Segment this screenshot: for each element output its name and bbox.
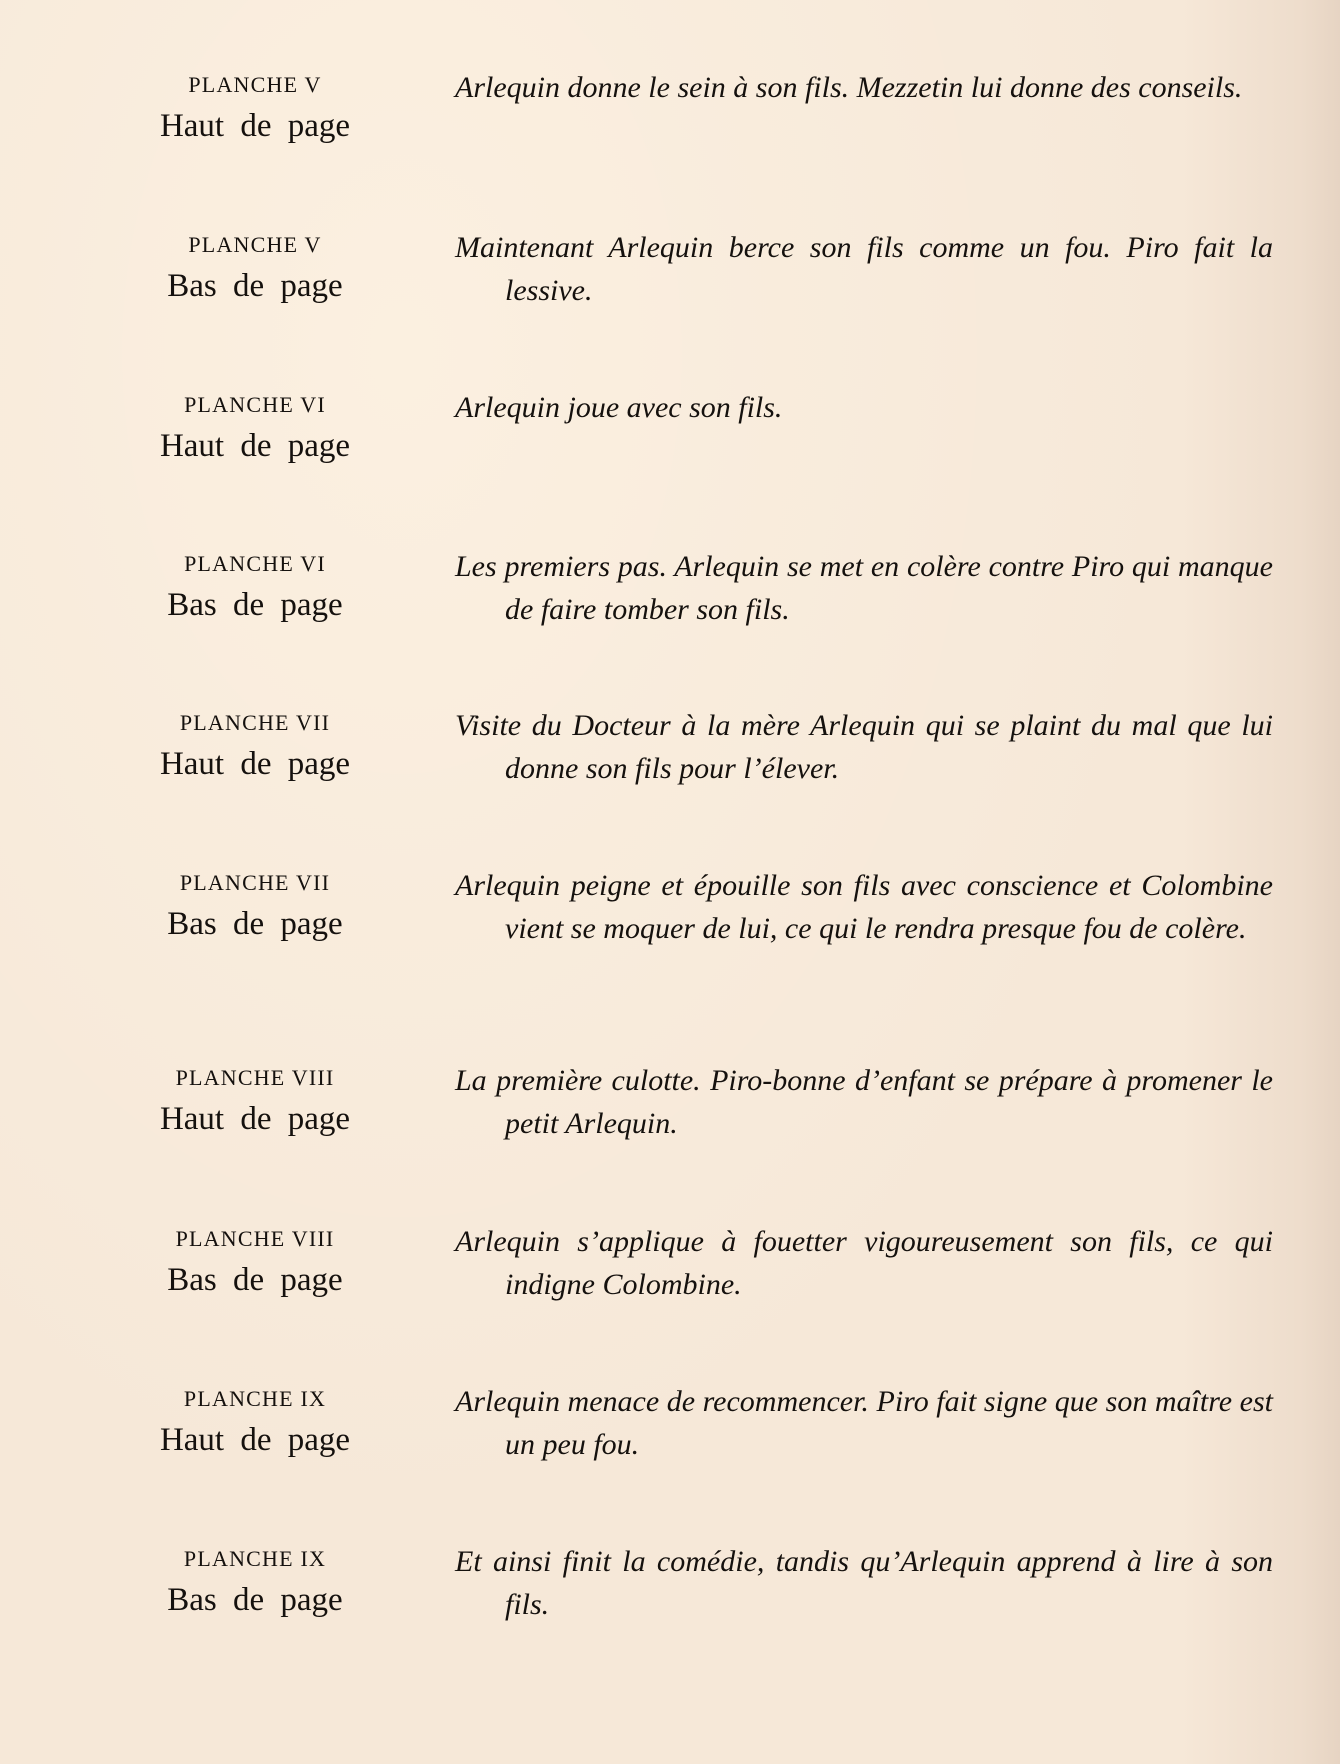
plate-position: Bas de page bbox=[167, 1582, 343, 1618]
plate-label bbox=[120, 66, 390, 146]
plate-label bbox=[120, 1059, 390, 1139]
plate-description: La première culotte. Piro-bonne d’enfant se prépare à promener le petit Arlequin. bbox=[455, 1064, 1273, 1140]
plate-description: Arlequin joue avec son fils. bbox=[455, 391, 783, 424]
plate-label bbox=[120, 386, 390, 466]
plate-number: PLANCHE VII bbox=[179, 710, 331, 735]
plate-label bbox=[120, 1220, 390, 1300]
plate-label bbox=[120, 1380, 390, 1460]
plate-position: Bas de page bbox=[167, 906, 343, 942]
plate-entry bbox=[0, 226, 1340, 366]
plate-position: Haut de page bbox=[159, 1101, 351, 1137]
plate-description: Arlequin donne le sein à son fils. Mezzetin lui donne des conseils. bbox=[455, 71, 1243, 104]
plate-entry bbox=[0, 704, 1340, 844]
plate-position: Bas de page bbox=[167, 587, 343, 623]
plate-entry bbox=[0, 1220, 1340, 1360]
plate-position: Haut de page bbox=[159, 108, 351, 144]
plate-description: Et ainsi finit la comédie, tandis qu’Arlequin apprend à lire à son fils. bbox=[455, 1545, 1273, 1621]
plate-position: Haut de page bbox=[159, 746, 351, 782]
plate-position: Bas de page bbox=[167, 268, 343, 304]
plate-description: Arlequin s’applique à fouetter vigoureusement son fils, ce qui indigne Colombine. bbox=[455, 1225, 1273, 1301]
plate-number: PLANCHE VIII bbox=[175, 1226, 335, 1251]
plate-number: PLANCHE VIII bbox=[175, 1065, 335, 1090]
plate-number: PLANCHE IX bbox=[183, 1546, 327, 1571]
plate-position: Haut de page bbox=[159, 1422, 351, 1458]
plate-number: PLANCHE VI bbox=[184, 551, 326, 576]
plate-label bbox=[120, 1540, 390, 1620]
plate-number: PLANCHE V bbox=[188, 232, 322, 257]
plate-position: Bas de page bbox=[167, 1262, 343, 1298]
plate-description: Arlequin peigne et épouille son fils avec conscience et Colombine vient se moquer de lui, ce qui le rendra presque fou de colère. bbox=[455, 869, 1273, 945]
plate-entry bbox=[0, 386, 1340, 526]
plate-label bbox=[120, 704, 390, 784]
plate-label bbox=[120, 864, 390, 944]
plate-entry bbox=[0, 66, 1340, 206]
plate-description: Maintenant Arlequin berce son fils comme un fou. Piro fait la lessive. bbox=[455, 231, 1273, 307]
plate-description: Les premiers pas. Arlequin se met en colère contre Piro qui manque de faire tomber son fils. bbox=[455, 550, 1273, 626]
plate-number: PLANCHE VI bbox=[184, 392, 326, 417]
plate-entry bbox=[0, 1059, 1340, 1199]
plate-description: Arlequin menace de recommencer. Piro fait signe que son maître est un peu fou. bbox=[455, 1385, 1273, 1461]
plate-number: PLANCHE V bbox=[188, 72, 322, 97]
plate-label bbox=[120, 226, 390, 306]
plate-entry bbox=[0, 1380, 1340, 1520]
plate-position: Haut de page bbox=[159, 428, 351, 464]
plate-description: Visite du Docteur à la mère Arlequin qui se plaint du mal que lui donne son fils pour l’élever. bbox=[455, 709, 1273, 785]
plate-number: PLANCHE VII bbox=[179, 870, 331, 895]
plate-entry bbox=[0, 1540, 1340, 1680]
plate-label bbox=[120, 545, 390, 625]
plate-entry bbox=[0, 864, 1340, 1004]
plate-entry bbox=[0, 545, 1340, 685]
plate-number: PLANCHE IX bbox=[183, 1386, 327, 1411]
